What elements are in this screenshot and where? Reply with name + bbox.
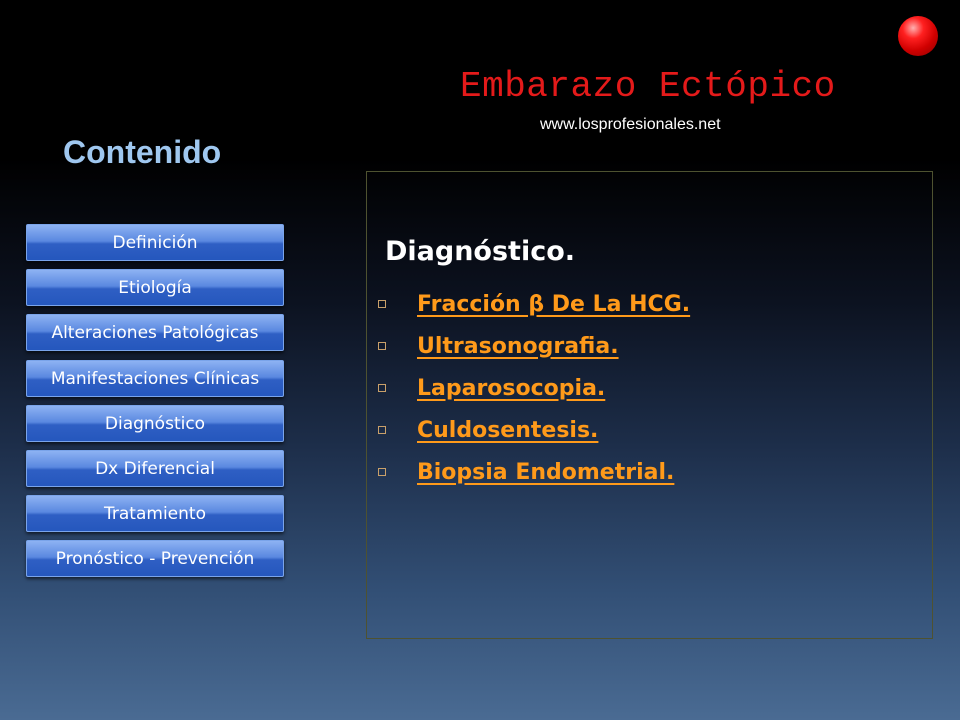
- nav-button-manifestaciones-clinicas[interactable]: Manifestaciones Clínicas: [26, 360, 284, 397]
- link-culdosentesis[interactable]: Culdosentesis.: [417, 417, 599, 443]
- square-bullet-icon: [378, 384, 386, 392]
- section-heading: Diagnóstico.: [385, 236, 576, 267]
- link-laparosocopia[interactable]: Laparosocopia.: [417, 375, 606, 401]
- square-bullet-icon: [378, 426, 386, 434]
- nav-button-etiologia[interactable]: Etiología: [26, 269, 284, 306]
- list-item: [378, 325, 690, 367]
- list-item: [378, 367, 690, 409]
- square-bullet-icon: [378, 300, 386, 308]
- nav-button-definicion[interactable]: Definición: [26, 224, 284, 261]
- website-url: www.losprofesionales.net: [540, 116, 721, 133]
- nav-button-diagnostico[interactable]: Diagnóstico: [26, 405, 284, 442]
- list-item: [378, 409, 690, 451]
- list-item: [378, 451, 690, 493]
- diagnosis-link-list: [378, 283, 690, 493]
- link-biopsia-endometrial[interactable]: Biopsia Endometrial.: [417, 459, 675, 485]
- link-ultrasonografia[interactable]: Ultrasonografia.: [417, 333, 619, 359]
- slide-title: Embarazo Ectópico: [460, 66, 836, 107]
- list-item: [378, 283, 690, 325]
- square-bullet-icon: [378, 342, 386, 350]
- nav-button-alteraciones-patologicas[interactable]: Alteraciones Patológicas: [26, 314, 284, 351]
- square-bullet-icon: [378, 468, 386, 476]
- sidebar-heading: Contenido: [63, 134, 222, 170]
- nav-button-tratamiento[interactable]: Tratamiento: [26, 495, 284, 532]
- nav-button-dx-diferencial[interactable]: Dx Diferencial: [26, 450, 284, 487]
- link-fraccion-beta-hcg[interactable]: Fracción β De La HCG.: [417, 291, 691, 317]
- nav-button-pronostico-prevencion[interactable]: Pronóstico - Prevención: [26, 540, 284, 577]
- red-circle-icon: [898, 16, 938, 56]
